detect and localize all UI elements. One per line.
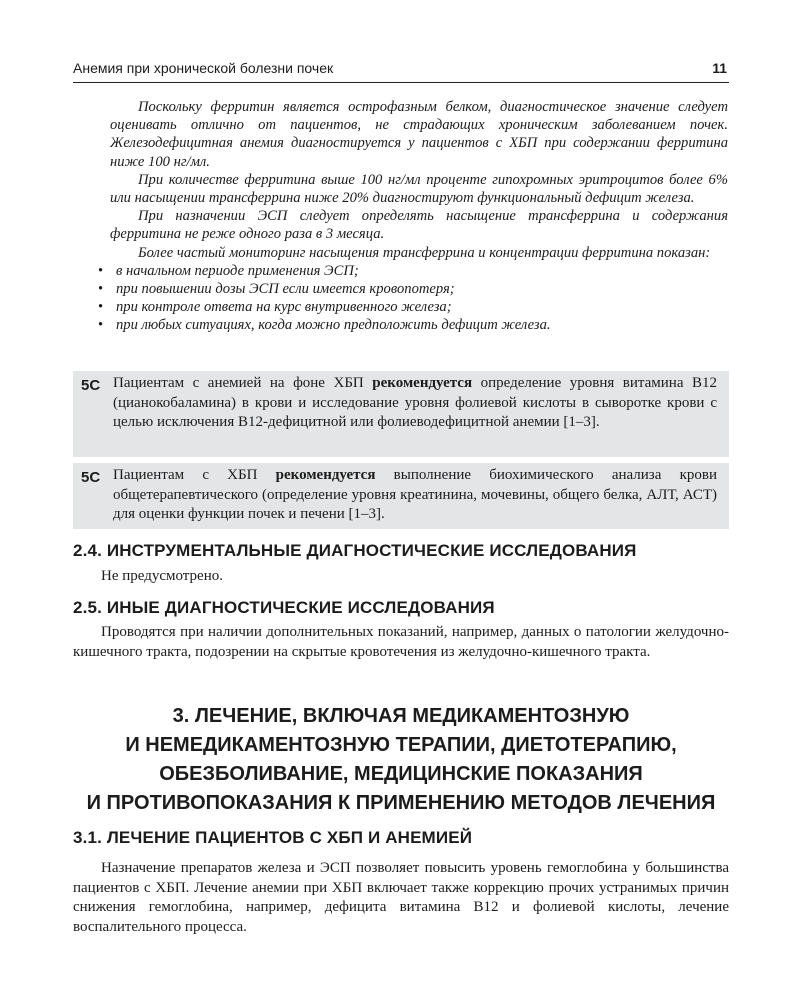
- bullet-icon: •: [98, 317, 104, 334]
- list-item-text: при повышении дозы ЭСП если имеется кровопотеря;: [116, 281, 455, 298]
- chapter-title: [73, 702, 729, 818]
- list-item-text: при контроле ответа на курс внутривенного железа;: [116, 299, 452, 316]
- page-number: 11: [712, 60, 727, 76]
- recommendation-text-end: выполнение биохимического анализа крови общетерапевтического (определение уровня креатинина, мочевины, общего белка, АЛТ, АСТ) для оценки функции почек и печени [1–3].: [113, 467, 717, 523]
- section-heading-2-5: 2.5. ИНЫЕ ДИАГНОСТИЧЕСКИЕ ИССЛЕДОВАНИЯ: [73, 598, 495, 617]
- section-text-2-4: [73, 567, 729, 587]
- recommendation-box-b12: [73, 371, 729, 457]
- running-header-title: Анемия при хронической болезни почек: [73, 60, 334, 76]
- paragraph-text: Не предусмотрено.: [101, 568, 223, 584]
- list-item-text: в начальном периоде применения ЭСП;: [116, 262, 359, 279]
- recommendation-text: [113, 374, 717, 433]
- recommendation-text-end: определение уровня витамина В12 (цианокобаламина) в крови и исследование уровня фолиевой кислоты в сыворотке крови с целью исключения В12-дефицитной или фолиеводефицитной анемии [1–3].: [113, 375, 717, 431]
- list-item-text: при любых ситуациях, когда можно предположить дефицит железа.: [116, 317, 551, 334]
- list-item: [98, 298, 728, 316]
- bullet-icon: •: [98, 262, 104, 279]
- recommendation-text-start: Пациентам с ХБП: [113, 467, 276, 483]
- recommendation-keyword: рекомендуется: [275, 467, 376, 483]
- recommendation-box-biochemistry: [73, 463, 729, 529]
- paragraph: Более частый мониторинг насыщения трансферрина и концентрации ферритина показан:: [138, 244, 711, 261]
- paragraph-text: Проводятся при наличии дополнительных показаний, например, данных о патологии желудочно-кишечного тракта, подозрении на скрытые кровотечения из желудочно-кишечного тракта.: [73, 624, 729, 660]
- evidence-level: 5C: [81, 469, 101, 486]
- paragraph-text: Назначение препаратов железа и ЭСП позволяет повысить уровень гемоглобина у большинства пациентов с ХБП. Лечение анемии при ХБП включает также коррекцию прочих устранимых причин снижения гемоглобина, например, дефицита витамина В12 и фолиевой кислоты, лечение воспалительного процесса.: [73, 860, 729, 935]
- recommendation-text-start: Пациентам с анемией на фоне ХБП: [113, 375, 373, 391]
- list-item: [98, 316, 728, 334]
- recommendation-text: [113, 466, 717, 525]
- paragraph: Поскольку ферритин является острофазным белком, диагностическое значение следует оценивать отлично от пациентов, не страдающих хроническим заболеванием почек. Железодефицитная анемия диагностируется у пациентов с ХБП при содержании ферритина ниже 100 нг/мл.: [110, 99, 728, 170]
- monitoring-list: [98, 262, 728, 335]
- running-header: [73, 58, 727, 80]
- paragraph: При назначении ЭСП следует определять насыщение трансферрина и содержания ферритина не реже одного раза в 3 месяца.: [110, 208, 728, 243]
- bullet-icon: •: [98, 281, 104, 298]
- evidence-level: 5C: [81, 377, 101, 394]
- section-text-3-1: [73, 859, 729, 937]
- bullet-icon: •: [98, 299, 104, 316]
- section-heading-3-1: 3.1. ЛЕЧЕНИЕ ПАЦИЕНТОВ С ХБП И АНЕМИЕЙ: [73, 828, 473, 847]
- chapter-title-line: И ПРОТИВОПОКАЗАНИЯ К ПРИМЕНЕНИЮ МЕТОДОВ ЛЕЧЕНИЯ: [86, 792, 716, 814]
- header-rule: [73, 82, 729, 83]
- chapter-title-line: И НЕМЕДИКАМЕНТОЗНУЮ ТЕРАПИИ, ДИЕТОТЕРАПИЮ,: [125, 734, 677, 756]
- paragraph: При количестве ферритина выше 100 нг/мл проценте гипохромных эритроцитов более 6% или насыщении трансферрина ниже 20% диагностируют функциональный дефицит железа.: [110, 171, 728, 207]
- chapter-title-line: 3. ЛЕЧЕНИЕ, ВКЛЮЧАЯ МЕДИКАМЕНТОЗНУЮ: [172, 705, 630, 727]
- recommendation-keyword: рекомендуется: [372, 375, 473, 391]
- section-heading-2-4: 2.4. ИНСТРУМЕНТАЛЬНЫЕ ДИАГНОСТИЧЕСКИЕ ИССЛЕДОВАНИЯ: [73, 541, 637, 560]
- list-item: [98, 280, 728, 298]
- chapter-title-line: ОБЕЗБОЛИВАНИЕ, МЕДИЦИНСКИЕ ПОКАЗАНИЯ: [159, 763, 643, 785]
- list-item: [98, 262, 728, 280]
- section-text-2-5: [73, 623, 729, 662]
- ferritin-notes: [98, 98, 728, 335]
